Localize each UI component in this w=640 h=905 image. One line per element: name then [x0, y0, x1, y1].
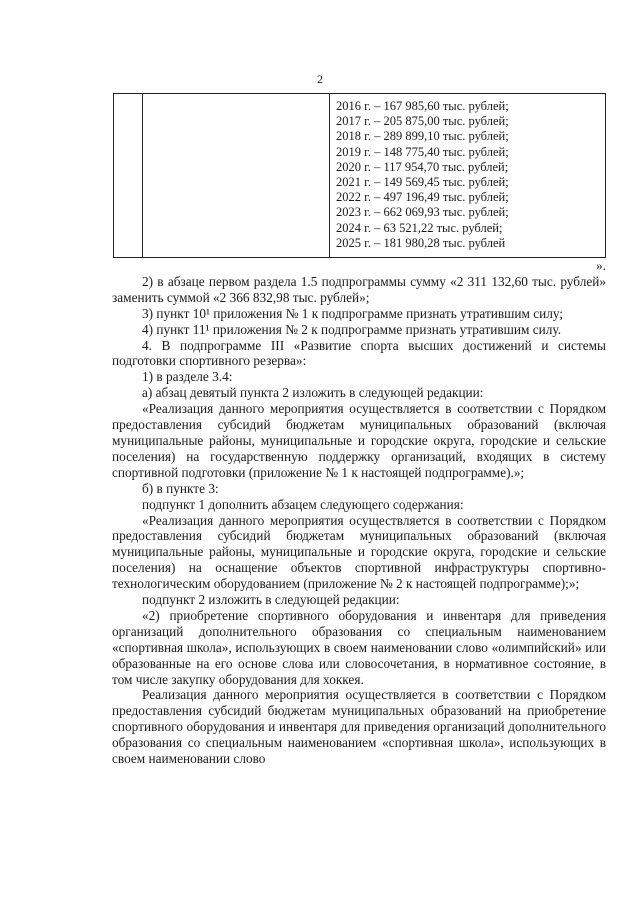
paragraph: 4. В подпрограмме III «Развитие спорта высших достижений и системы подготовки спортивного резерва»: [112, 337, 606, 369]
page-number: 2 [317, 72, 323, 86]
paragraph: 1) в разделе 3.4: [142, 369, 233, 385]
funding-year-line: 2024 г. – 63 521,22 тыс. рублей; [336, 220, 503, 235]
funding-year-line: 2019 г. – 148 775,40 тыс. рублей; [336, 144, 509, 159]
paragraph: Реализация данного мероприятия осуществляется в соответствии с Порядком предоставления субсидий бюджетам муниципальных образований на приобретение спортивного оборудования и инвентаря для приведения организаций дополнительного образования со специальным наименованием «спортивная школа», использующих в своем наименовании слово [112, 687, 606, 767]
paragraph: «Реализация данного мероприятия осуществляется в соответствии с Порядком предоставления субсидий бюджетам муниципальных образований (включая муниципальные районы, муниципальные и городские округа, городские и сельские поселения) на оснащение объектов спортивной инфраструктуры спортивно-технологическим оборудованием (приложение № 2 к настоящей подпрограмме);»; [112, 512, 606, 592]
paragraph: ». [596, 258, 606, 273]
funding-year-line: 2022 г. – 497 196,49 тыс. рублей; [336, 190, 509, 205]
funding-year-line: 2018 г. – 289 899,10 тыс. рублей; [336, 129, 509, 144]
funding-year-line: 2025 г. – 181 980,28 тыс. рублей [336, 235, 506, 250]
paragraph: «2) приобретение спортивного оборудования и инвентаря для приведения организаций дополнительного образования со специальным наименованием «спортивная школа», использующих в своем наименовании слово «олимпийский» или образованные на его основе слова или словосочетания, в нормативное состояние, в том числе закупку оборудования для хоккея. [112, 607, 606, 687]
paragraph: подпункт 2 изложить в следующей редакции: [142, 592, 400, 608]
funding-year-line: 2021 г. – 149 569,45 тыс. рублей; [336, 175, 509, 190]
paragraph: подпункт 1 дополнить абзацем следующего содержания: [142, 496, 464, 512]
paragraph: 3) пункт 10¹ приложения № 1 к подпрограмме признать утратившим силу; [142, 305, 564, 321]
table-cell-empty [143, 94, 330, 258]
paragraph: а) абзац девятый пункта 2 изложить в следующей редакции: [142, 385, 484, 401]
funding-year-line: 2020 г. – 117 954,70 тыс. рублей; [336, 159, 509, 174]
funding-year-line: 2023 г. – 662 069,93 тыс. рублей; [336, 205, 509, 220]
funding-table [113, 93, 606, 258]
table-cell-empty [114, 94, 143, 258]
funding-year-line: 2017 г. – 205 875,00 тыс. рублей; [336, 114, 509, 129]
paragraph: б) в пункте 3: [142, 480, 219, 496]
paragraph: 2) в абзаце первом раздела 1.5 подпрограммы сумму «2 311 132,60 тыс. рублей» заменить суммой «2 366 832,98 тыс. рублей»; [112, 273, 606, 305]
paragraph: 4) пункт 11¹ приложения № 2 к подпрограмме признать утратившим силу. [142, 321, 562, 337]
funding-by-year-list [336, 99, 601, 251]
funding-by-year-cell [330, 94, 606, 258]
document-body [112, 258, 606, 767]
funding-year-line: 2016 г. – 167 985,60 тыс. рублей; [336, 99, 509, 113]
table-row [114, 94, 606, 258]
paragraph: «Реализация данного мероприятия осуществляется в соответствии с Порядком предоставления субсидий бюджетам муниципальных образований (включая муниципальные районы, муниципальные и городские округа, городские и сельские поселения) на государственную поддержку организаций, входящих в систему спортивной подготовки (приложение № 1 к настоящей подпрограмме).»; [112, 401, 606, 480]
